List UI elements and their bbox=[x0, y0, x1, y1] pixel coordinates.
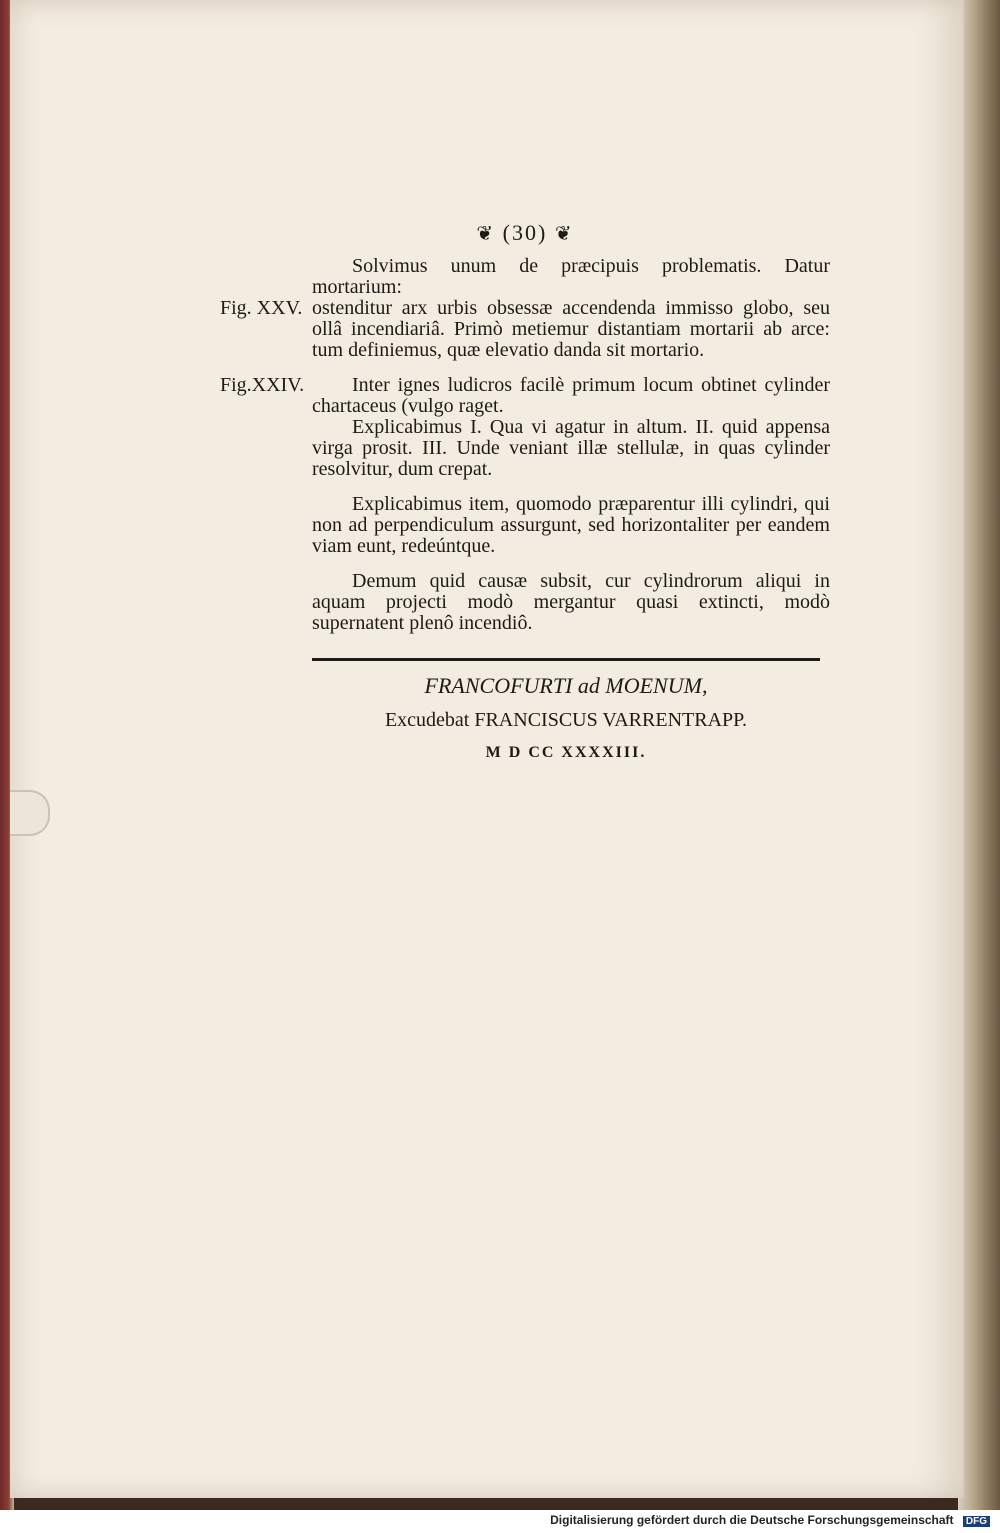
page-fold-tab bbox=[10, 790, 50, 836]
paragraph: Demum quid causæ subsit, cur cylindrorum aliqui in aquam projecti modò mergantur quasi extincti, modò supernatent plenô incendiô. bbox=[312, 570, 830, 634]
footer-credit bbox=[550, 1513, 990, 1527]
fig-label: Fig. XXV. bbox=[220, 297, 303, 319]
paragraph-row bbox=[220, 571, 830, 634]
book-page bbox=[10, 0, 964, 1498]
imprint-year: M D CC XXXXIII. bbox=[485, 744, 647, 761]
dfg-logo: DFG bbox=[963, 1516, 990, 1527]
fig-label bbox=[220, 494, 312, 557]
paragraph: Explicabimus I. Qua vi agatur in altum. II. quid appensa virga prosit. III. Unde veniant illæ stellulæ, in quas cylinder resolvitur, dum crepat. bbox=[312, 416, 830, 480]
paragraph: Inter ignes ludicros facilè primum locum obtinet cylinder chartaceus (vulgo raget. bbox=[312, 374, 830, 417]
paragraph-row bbox=[220, 494, 830, 557]
paragraph: ostenditur arx urbis obsessæ accendenda immisso globo, seu ollâ incendiariâ. Primò metiemur distantiam mortarii ab arce: tum definiemus, quæ elevatio danda sit mortario. bbox=[312, 297, 830, 361]
paragraph-row bbox=[220, 256, 830, 298]
footer-text: Digitalisierung gefördert durch die Deutsche Forschungsgemeinschaft bbox=[550, 1513, 954, 1527]
paragraph-row bbox=[220, 417, 830, 480]
ornament-right-icon: ❦ bbox=[554, 223, 574, 245]
fig-label bbox=[220, 571, 312, 634]
fig-label bbox=[220, 256, 312, 298]
page-content bbox=[220, 220, 830, 762]
page-header bbox=[220, 220, 830, 246]
paragraph: Explicabimus item, quomodo præparentur illi cylindri, qui non ad perpendiculum assurgunt, sed horizontaliter per eandem viam eunt, redeúntque. bbox=[312, 493, 830, 557]
book-edge-right bbox=[958, 0, 1000, 1510]
fig-label bbox=[220, 417, 312, 480]
divider-rule bbox=[312, 658, 820, 661]
ornament-left-icon: ❦ bbox=[476, 223, 496, 245]
paragraph-row bbox=[220, 375, 830, 417]
imprint bbox=[312, 673, 820, 762]
fig-label: Fig.XXIV. bbox=[220, 374, 305, 396]
paragraph: Solvimus unum de præcipuis problematis. Datur mortarium: bbox=[312, 255, 830, 298]
imprint-city: FRANCOFURTI ad MOENUM, bbox=[424, 673, 708, 698]
footer-bar bbox=[0, 1510, 1000, 1533]
paragraph-row bbox=[220, 298, 830, 361]
page-number: (30) bbox=[502, 220, 548, 245]
imprint-printer: Excudebat FRANCISCUS VARRENTRAPP. bbox=[384, 709, 748, 731]
